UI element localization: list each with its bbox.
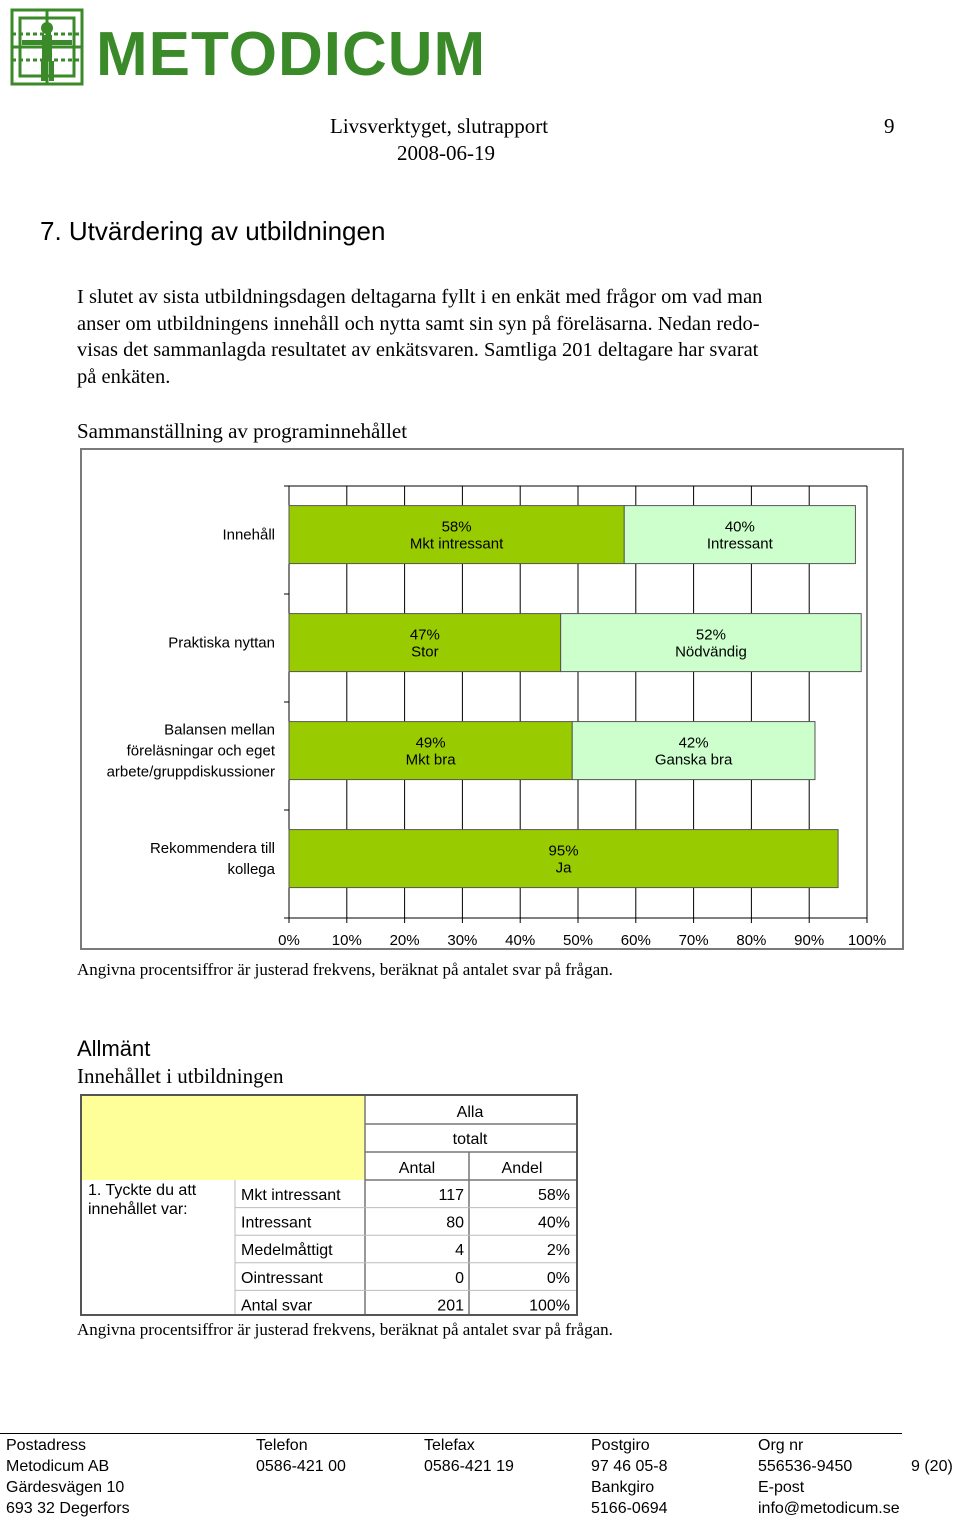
table-cell-antal: 0 [455, 1269, 464, 1287]
table-cell-andel: 100% [529, 1297, 570, 1314]
table-cell-antal: 4 [455, 1242, 464, 1260]
footer-company: Metodicum AB [6, 1458, 110, 1475]
logo-wordmark: METODICUM [96, 20, 487, 89]
results-table [80, 1094, 578, 1316]
footer-email[interactable]: info@metodicum.se [758, 1500, 900, 1517]
category-label: arbete/gruppdiskussioner [106, 763, 275, 781]
x-tick-label: 20% [389, 932, 420, 948]
subsection-subheading: Innehållet i utbildningen [77, 1064, 284, 1088]
intro-line: I slutet av sista utbildningsdagen deltagarna fyllt i en enkät med frågor om vad man [77, 286, 763, 308]
header-date: 2008-06-19 [397, 141, 495, 165]
logo [8, 4, 508, 88]
category-label: föreläsningar och eget [126, 742, 275, 760]
data-label-name: Mkt intressant [409, 535, 504, 553]
data-label-pct: 52% [695, 626, 726, 644]
footer-label-postgiro: Postgiro [591, 1437, 650, 1454]
chart-frame [80, 448, 904, 950]
table-row-label: Mkt intressant [241, 1187, 341, 1204]
footer-orgnr: 556536-9450 [758, 1458, 853, 1475]
footer-telefax: 0586-421 19 [424, 1458, 514, 1475]
footer-divider [0, 1433, 902, 1434]
intro-line: på enkäten. [77, 365, 171, 388]
footer-page-of: 9 (20) [911, 1458, 953, 1475]
footer-telefon: 0586-421 00 [256, 1458, 346, 1475]
table-cell-antal: 117 [438, 1187, 464, 1204]
table-header-fill [82, 1096, 365, 1180]
table-question: 1. Tyckte du att [88, 1182, 197, 1199]
intro-line: visas det sammanlagda resultatet av enkätsvaren. Samtliga 201 deltagare har svarat [77, 339, 759, 361]
table-group-header: totalt [452, 1131, 488, 1148]
data-label-name: Stor [411, 643, 439, 661]
data-label-pct: 40% [724, 518, 755, 536]
footer-label-epost: E-post [758, 1479, 805, 1496]
category-label: kollega [227, 861, 275, 879]
data-label-pct: 95% [548, 842, 579, 860]
footer-street: Gärdesvägen 10 [6, 1479, 125, 1496]
footer [0, 1437, 960, 1520]
subsection-heading: Allmänt [77, 1036, 151, 1061]
header-page-number: 9 [884, 114, 895, 138]
intro-paragraph [77, 284, 877, 390]
category-label: Balansen mellan [164, 721, 275, 739]
footer-bankgiro: 5166-0694 [591, 1500, 668, 1517]
data-label-pct: 42% [678, 734, 709, 752]
table-cell-andel: 58% [537, 1187, 570, 1204]
category-label: Innehåll [222, 526, 275, 544]
stacked-bar-chart [82, 450, 902, 948]
chart-note: Angivna procentsiffror är justerad frekvens, beräknat på antalet svar på frågan. [77, 960, 613, 979]
table-cell-antal: 201 [437, 1297, 464, 1314]
table-col-header: Andel [501, 1160, 543, 1177]
category-label: Rekommendera till [149, 840, 275, 858]
section-heading: 7. Utvärdering av utbildningen [40, 216, 386, 246]
header-title: Livsverktyget, slutrapport [330, 114, 549, 138]
footer-label-postadress: Postadress [6, 1437, 87, 1454]
footer-label-telefax: Telefax [424, 1437, 475, 1454]
table-cell-andel: 0% [546, 1269, 570, 1287]
x-tick-label: 80% [736, 932, 767, 948]
category-label: Praktiska nyttan [168, 634, 275, 652]
table-cell-andel: 40% [537, 1214, 570, 1232]
data-label-name: Ja [555, 859, 572, 877]
x-tick-label: 0% [278, 932, 300, 948]
data-label-name: Mkt bra [405, 751, 456, 769]
results-table-grid [82, 1096, 576, 1314]
table-row-label: Medelmåttigt [241, 1242, 333, 1260]
footer-label-bankgiro: Bankgiro [591, 1479, 655, 1496]
table-question: innehållet var: [88, 1201, 188, 1218]
table-cell-andel: 2% [546, 1242, 570, 1260]
x-tick-label: 30% [447, 932, 478, 948]
footer-label-telefon: Telefon [256, 1437, 308, 1454]
x-tick-label: 10% [331, 932, 362, 948]
chart-caption: Sammanställning av programinnehållet [77, 419, 408, 443]
table-row-label: Intressant [241, 1214, 312, 1232]
x-tick-label: 50% [562, 932, 594, 948]
x-tick-label: 70% [678, 932, 709, 948]
data-label-pct: 49% [415, 734, 446, 752]
x-tick-label: 90% [794, 932, 825, 948]
data-label-name: Intressant [706, 535, 773, 553]
data-label-pct: 58% [441, 518, 472, 536]
intro-line: anser om utbildningens innehåll och nytta samt sin syn på föreläsarna. Nedan redo- [77, 312, 760, 335]
data-label-name: Nödvändig [675, 643, 747, 661]
table-row-label: Ointressant [241, 1269, 323, 1287]
table-col-header: Antal [398, 1160, 436, 1177]
table-row-label: Antal svar [241, 1297, 313, 1314]
table-group-header: Alla [456, 1104, 484, 1121]
x-tick-label: 60% [620, 932, 651, 948]
footer-city: 693 32 Degerfors [6, 1500, 130, 1517]
table-note: Angivna procentsiffror är justerad frekvens, beräknat på antalet svar på frågan. [77, 1320, 613, 1339]
data-label-name: Ganska bra [654, 751, 733, 769]
table-cell-antal: 80 [446, 1214, 464, 1232]
data-label-pct: 47% [409, 626, 440, 644]
footer-label-orgnr: Org nr [758, 1437, 804, 1454]
x-tick-label: 100% [847, 932, 887, 948]
footer-postgiro: 97 46 05-8 [591, 1458, 668, 1475]
x-tick-label: 40% [505, 932, 536, 948]
